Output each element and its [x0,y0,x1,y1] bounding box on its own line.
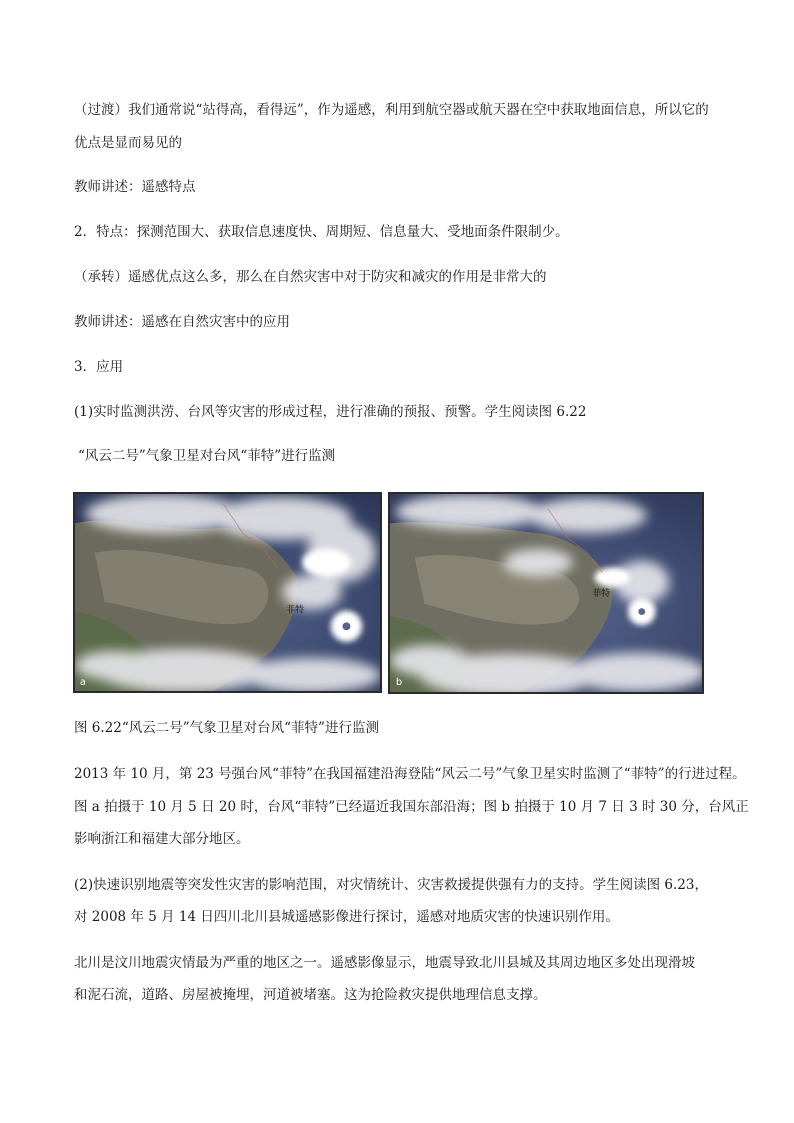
paragraph-transition-line2: 优点是显而易见的 [74,135,182,151]
panel-label-a: a [79,677,86,689]
paragraph-fitow-line3: 影响浙江和福建大部分地区。 [74,831,250,847]
paragraph-teacher-application: 教师讲述：遥感在自然灾害中的应用 [74,314,290,330]
satellite-image-a [73,492,382,693]
figure-intro-title: “风云二号”气象卫星对台风“菲特”进行监测 [78,448,336,464]
paragraph-application-1: (1)实时监测洪涝、台风等灾害的形成过程，进行准确的预报、预警。学生阅读图 6.22 [74,404,587,420]
paragraph-beichuan-line2: 和泥石流，道路、房屋被掩埋，河道被堵塞。这为抢险救灾提供地理信息支撑。 [74,987,547,1003]
paragraph-connect: （承转）遥感优点这么多，那么在自然灾害中对于防灾和减灾的作用是非常大的 [74,269,547,285]
section-heading-application: 3．应用 [74,359,124,375]
paragraph-features: 2．特点：探测范围大、获取信息速度快、周期短、信息量大、受地面条件限制少。 [74,224,569,240]
paragraph-earthquake-line2: 对 2008 年 5 月 14 日四川北川县城遥感影像进行探讨，遥感对地质灾害的快速识别作用。 [74,909,619,925]
paragraph-earthquake-line1: (2)快速识别地震等突发性灾害的影响范围，对灾情统计、灾害救援提供强有力的支持。学生阅读图 6.23， [74,877,708,893]
typhoon-label-a: 菲特 [286,605,304,616]
paragraph-fitow-line1: 2013 年 10 月，第 23 号强台风“菲特”在我国福建沿海登陆“风云二号”气象卫星实时监测了“菲特”的行进过程。 [74,766,746,782]
paragraph-transition-line1: （过渡）我们通常说“站得高，看得远”，作为遥感，利用到航空器或航天器在空中获取地面信息，所以它的 [74,102,709,118]
paragraph-teacher-features: 教师讲述：遥感特点 [74,179,196,195]
paragraph-beichuan-line1: 北川是汶川地震灾情最为严重的地区之一。遥感影像显示，地震导致北川县城及其周边地区多处出现滑坡 [74,955,695,971]
paragraph-fitow-line2: 图 a 拍摄于 10 月 5 日 20 时，台风“菲特”已经逼近我国东部沿海；图 b 拍摄于 10 月 7 日 3 时 30 分，台风正 [74,799,749,815]
figure-caption: 图 6.22“风云二号”气象卫星对台风“菲特”进行监测 [74,720,379,736]
satellite-image-b [388,492,704,694]
typhoon-label-b: 菲特 [592,588,611,599]
panel-label-b: b [395,677,403,689]
